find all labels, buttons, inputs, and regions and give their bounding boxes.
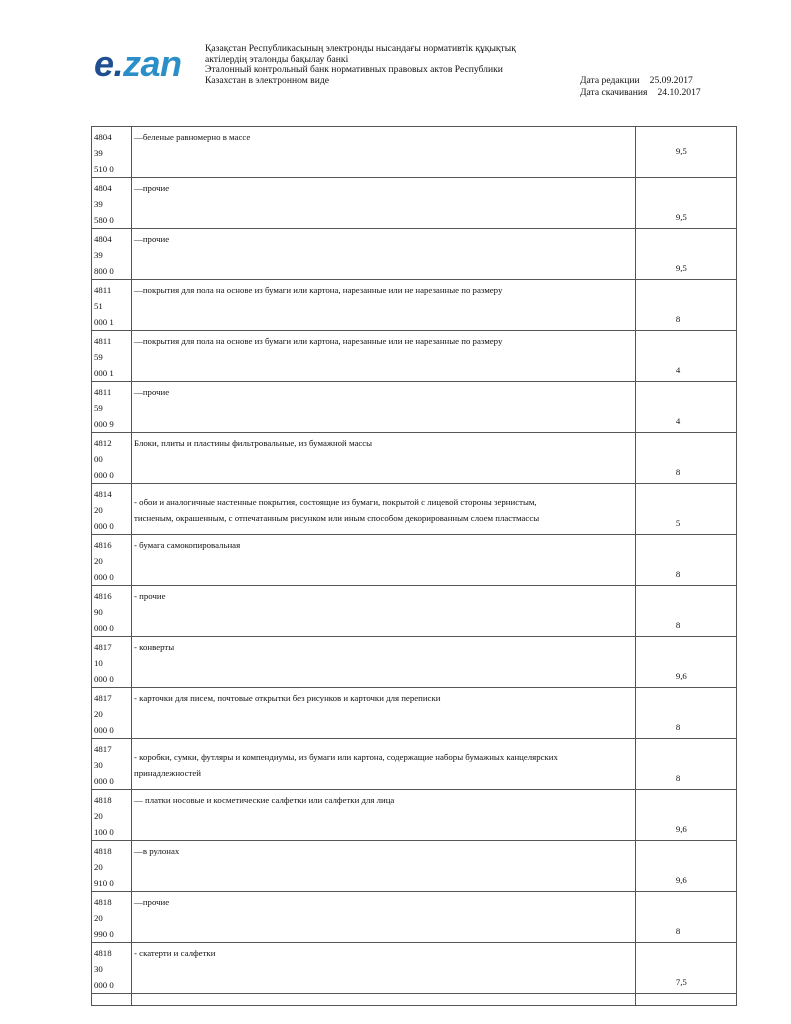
rate-value: 7,5 [675, 977, 687, 987]
code-part: 4816 [94, 591, 112, 601]
code-part: 59 [94, 403, 103, 413]
code-part: 4818 [94, 846, 112, 856]
description-text: - прочие [134, 591, 166, 601]
code-part: 20 [94, 913, 103, 923]
logo-part-1: e. [94, 43, 124, 84]
code-part: 20 [94, 505, 103, 515]
rate-cell [635, 688, 736, 739]
empty-row [92, 994, 737, 1006]
rate-cell [635, 178, 736, 229]
description-text: — платки носовые и косметические салфетки или салфетки для лица [134, 795, 395, 805]
code-cell [92, 229, 132, 280]
description-text: —прочие [134, 234, 170, 244]
description-cell [132, 127, 636, 178]
edit-date-label: Дата редакции [580, 75, 640, 86]
code-part: 000 0 [94, 470, 114, 480]
code-part: 580 0 [94, 215, 114, 225]
rate-cell [635, 229, 736, 280]
description-cell [132, 892, 636, 943]
description-text: - конверты [134, 642, 175, 652]
table-row [92, 280, 737, 331]
logo-part-2: zan [123, 43, 182, 84]
code-part: 4818 [94, 795, 112, 805]
description-cell [132, 229, 636, 280]
header-line: Казахстан в электронном виде [205, 74, 329, 86]
code-cell [92, 178, 132, 229]
description-cell [132, 586, 636, 637]
code-cell [92, 382, 132, 433]
code-part: 59 [94, 352, 103, 362]
code-cell [92, 331, 132, 382]
code-cell [92, 535, 132, 586]
code-cell [92, 790, 132, 841]
download-date-line [580, 87, 701, 99]
table-row [92, 892, 737, 943]
code-part: 4811 [94, 336, 112, 346]
code-part: 000 9 [94, 419, 114, 429]
code-part: 00 [94, 454, 103, 464]
header-dates [580, 75, 701, 99]
code-part: 4818 [94, 897, 112, 907]
description-cell [132, 688, 636, 739]
rate-value: 4 [675, 416, 681, 426]
code-cell [92, 586, 132, 637]
code-cell [92, 943, 132, 994]
rate-value: 4 [675, 365, 681, 375]
rate-value: 5 [675, 518, 681, 528]
description-line: тисненым, окрашенным, с отпечатанным рисунком или иным способом декорированным слоем пластмассы [134, 513, 540, 523]
code-part: 4817 [94, 693, 112, 703]
code-part: 10 [94, 658, 103, 668]
description-line: - коробки, сумки, футляры и компендиумы, из бумаги или картона, содержащие наборы бумажных канцелярских [134, 752, 558, 762]
download-date-value: 24.10.2017 [657, 87, 701, 98]
description-text: Блоки, плиты и пластины фильтровальные, из бумажной массы [134, 438, 373, 448]
description-text: —покрытия для пола на основе из бумаги или картона, нарезанные или не нарезанные по размеру [134, 285, 503, 295]
code-part: 4811 [94, 285, 112, 295]
rate-value: 9,5 [675, 146, 687, 156]
code-part: 000 0 [94, 572, 114, 582]
description-cell [132, 637, 636, 688]
rate-value: 9,6 [675, 875, 687, 885]
rate-value: 9,6 [675, 824, 687, 834]
table-row [92, 637, 737, 688]
rate-value: 9,6 [675, 671, 687, 681]
table-row [92, 790, 737, 841]
code-part: 20 [94, 811, 103, 821]
description-cell [132, 331, 636, 382]
code-part: 51 [94, 301, 103, 311]
code-part: 000 0 [94, 980, 114, 990]
rate-cell [635, 739, 736, 790]
code-part: 4817 [94, 744, 112, 754]
rate-cell [635, 790, 736, 841]
code-part: 39 [94, 250, 103, 260]
empty-cell [132, 994, 636, 1006]
code-part: 4804 [94, 132, 112, 142]
description-cell [132, 841, 636, 892]
table-row [92, 484, 737, 535]
code-part: 4811 [94, 387, 112, 397]
rate-value: 8 [675, 773, 681, 783]
table-row [92, 841, 737, 892]
code-part: 4804 [94, 183, 112, 193]
header-line: актілердің эталонды бақылау банкі [205, 53, 349, 65]
code-cell [92, 892, 132, 943]
description-text: - карточки для писем, почтовые открытки без рисунков и карточки для переписки [134, 693, 441, 703]
code-part: 39 [94, 199, 103, 209]
code-cell [92, 280, 132, 331]
description-cell [132, 280, 636, 331]
rate-cell [635, 127, 736, 178]
header-title [205, 44, 565, 86]
description-line: принадлежностей [134, 768, 202, 778]
edit-date-line [580, 75, 701, 87]
code-part: 000 0 [94, 521, 114, 531]
rate-cell [635, 280, 736, 331]
edit-date-value: 25.09.2017 [649, 75, 693, 86]
description-cell [132, 484, 636, 535]
description-text: —в рулонах [134, 846, 180, 856]
description-cell [132, 790, 636, 841]
header-line: Қазақстан Республикасының электронды нысандағы нормативтік құқықтық [205, 43, 516, 54]
rate-value: 8 [675, 569, 681, 579]
code-part: 000 1 [94, 317, 114, 327]
header-line: Эталонный контрольный банк нормативных правовых актов Республики [205, 64, 503, 76]
code-part: 20 [94, 556, 103, 566]
code-part: 30 [94, 760, 103, 770]
code-cell [92, 484, 132, 535]
description-text: —прочие [134, 387, 170, 397]
rate-value: 9,5 [675, 212, 687, 222]
code-part: 000 0 [94, 776, 114, 786]
description-text: - скатерти и салфетки [134, 948, 216, 958]
table-row [92, 229, 737, 280]
rate-cell [635, 433, 736, 484]
table-row [92, 178, 737, 229]
code-part: 4814 [94, 489, 112, 499]
rate-value: 9,5 [675, 263, 687, 273]
code-part: 30 [94, 964, 103, 974]
table-row [92, 739, 737, 790]
rate-value: 8 [675, 467, 681, 477]
table-row [92, 943, 737, 994]
code-cell [92, 739, 132, 790]
code-part: 20 [94, 862, 103, 872]
description-text: —беленые равномерно в массе [134, 132, 251, 142]
code-part: 4812 [94, 438, 112, 448]
description-cell [132, 943, 636, 994]
description-text: - бумага самокопировальная [134, 540, 241, 550]
code-part: 39 [94, 148, 103, 158]
code-part: 4818 [94, 948, 112, 958]
code-part: 90 [94, 607, 103, 617]
table-row [92, 382, 737, 433]
description-cell [132, 178, 636, 229]
table-row [92, 433, 737, 484]
empty-cell [92, 994, 132, 1006]
code-part: 910 0 [94, 878, 114, 888]
code-cell [92, 433, 132, 484]
code-cell [92, 127, 132, 178]
ezan-logo [94, 43, 182, 84]
rate-cell [635, 331, 736, 382]
rate-cell [635, 892, 736, 943]
rate-cell [635, 841, 736, 892]
document-header [0, 0, 791, 120]
empty-cell [635, 994, 736, 1006]
code-part: 800 0 [94, 266, 114, 276]
download-date-label: Дата скачивания [580, 87, 648, 98]
description-text: —прочие [134, 183, 170, 193]
table-row [92, 535, 737, 586]
rate-cell [635, 637, 736, 688]
rate-value: 8 [675, 314, 681, 324]
description-cell [132, 739, 636, 790]
description-line: - обои и аналогичные настенные покрытия, состоящие из бумаги, покрытой с лицевой стороны зернистым, [134, 497, 537, 507]
rate-value: 8 [675, 926, 681, 936]
description-text: —прочие [134, 897, 170, 907]
table-row [92, 331, 737, 382]
rate-cell [635, 382, 736, 433]
tariff-table [91, 126, 737, 1006]
description-cell [132, 535, 636, 586]
code-part: 000 0 [94, 623, 114, 633]
code-part: 000 0 [94, 725, 114, 735]
code-part: 20 [94, 709, 103, 719]
code-cell [92, 841, 132, 892]
code-part: 4804 [94, 234, 112, 244]
table-row [92, 688, 737, 739]
rate-value: 8 [675, 620, 681, 630]
description-text: —покрытия для пола на основе из бумаги или картона, нарезанные или не нарезанные по размеру [134, 336, 503, 346]
code-part: 990 0 [94, 929, 114, 939]
code-part: 000 0 [94, 674, 114, 684]
code-cell [92, 688, 132, 739]
rate-cell [635, 535, 736, 586]
code-part: 4817 [94, 642, 112, 652]
rate-value: 8 [675, 722, 681, 732]
code-part: 4816 [94, 540, 112, 550]
rate-cell [635, 586, 736, 637]
description-cell [132, 433, 636, 484]
rate-cell [635, 484, 736, 535]
code-part: 100 0 [94, 827, 114, 837]
table-row [92, 127, 737, 178]
code-part: 000 1 [94, 368, 114, 378]
code-part: 510 0 [94, 164, 114, 174]
rate-cell [635, 943, 736, 994]
description-cell [132, 382, 636, 433]
table-row [92, 586, 737, 637]
code-cell [92, 637, 132, 688]
